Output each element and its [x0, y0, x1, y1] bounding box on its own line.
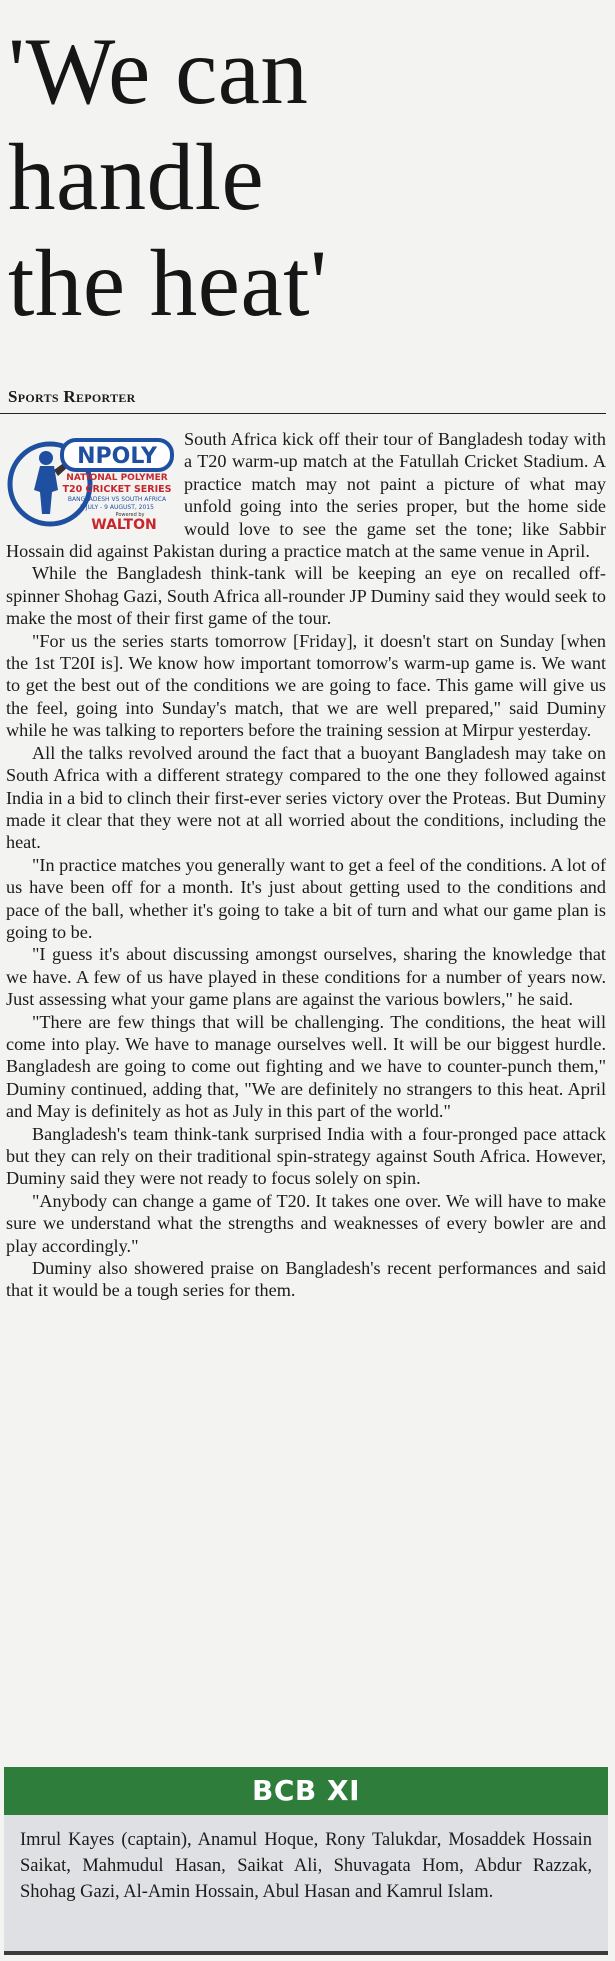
- paragraph: Bangladesh's team think-tank surprised India with a four-pronged pace attack but they can rely on their traditional spin-strategy against South Africa. However, Duminy said they were not ready to focus solely on spin.: [6, 1123, 606, 1189]
- logo-powered: Powered by: [115, 512, 145, 518]
- byline: Sports Reporter: [8, 387, 136, 406]
- logo-sub2: T20 CRICKET SERIES: [62, 484, 172, 495]
- logo-sub3: BANGLADESH VS SOUTH AFRICA: [67, 496, 167, 503]
- headline-line-2: handle: [8, 124, 265, 230]
- logo-sub1: NATIONAL POLYMER: [66, 473, 168, 483]
- paragraph: While the Bangladesh think-tank will be keeping an eye on recalled off-spinner Shohag Gazi, South Africa all-rounder JP Duminy said they would seek to make the most of their first game of the tour.: [6, 563, 606, 629]
- divider-rule: [0, 413, 606, 414]
- paragraph: All the talks revolved around the fact that a buoyant Bangladesh may take on South Africa with a different strategy compared to the one they followed against India in a bid to clinch their first-ever series victory over the Proteas. But Duminy made it clear that they were not at all worried about the conditions, including the heat.: [6, 742, 606, 853]
- logo-sponsor: WALTON: [91, 517, 157, 533]
- logo-brand: NPOLY: [77, 444, 157, 469]
- headline-line-3: the heat': [8, 230, 328, 336]
- paragraph: "There are few things that will be challenging. The conditions, the heat will come into play. We have to manage ourselves well. It will be our biggest hurdle. Bangladesh are going to come out fighting and we have to counter-punch them," Duminy continued, adding that, "We are definitely no strangers to this heat. April and May is definitely as hot as July in this part of the world.": [6, 1011, 606, 1122]
- paragraph: "In practice matches you generally want to get a feel of the conditions. A lot of us have been off for a month. It's just about getting used to the conditions and pace of the ball, whether it's going to take a bit of turn and what our game plan is going to be.: [6, 854, 606, 942]
- paragraph: Duminy also showered praise on Bangladesh's recent performances and said that it would be a tough series for them.: [6, 1258, 606, 1301]
- logo-sub4: 5 JULY - 9 AUGUST, 2015: [80, 504, 154, 511]
- headline: [8, 18, 608, 336]
- paragraph: "I guess it's about discussing amongst ourselves, sharing the knowledge that we have. A few of us have played in these conditions for a number of years now. Just assessing what your game plans are against the various bowlers," he said.: [6, 944, 606, 1010]
- headline-line-1: 'We can: [8, 18, 309, 124]
- paragraph: South Africa kick off their tour of Bangladesh today with a T20 warm-up match at the Fatullah Cricket Stadium. A practice match may not paint a picture of what may unfold going into the series proper, but the home side would love to see the game set the tone; like Sabbir Hossain did against Pakistan during a practice match at the same venue in April.: [6, 429, 606, 562]
- squad-box-players: Imrul Kayes (captain), Anamul Hoque, Rony Talukdar, Mosaddek Hossain Saikat, Mahmudul Hasan, Saikat Ali, Shuvagata Hom, Abdur Razzak, Shohag Gazi, Al-Amin Hossain, Abul Hasan and Kamrul Islam.: [4, 1815, 608, 1955]
- paragraph: "Anybody can change a game of T20. It takes one over. We will have to make sure we understand what the strengths and weaknesses of every bowler are and play accordingly.": [6, 1190, 606, 1256]
- squad-box-title: BCB XI: [4, 1767, 608, 1815]
- paragraph: "For us the series starts tomorrow [Friday], it doesn't start on Sunday [when the 1st T20I is]. We know how important tomorrow's warm-up game is. We want to get the best out of the conditions we are going to face. This game will give us the feel, going into Sunday's match, that we are well prepared," said Duminy while he was talking to reporters before the training session at Mirpur yesterday.: [6, 630, 606, 741]
- article-body: [6, 428, 606, 1302]
